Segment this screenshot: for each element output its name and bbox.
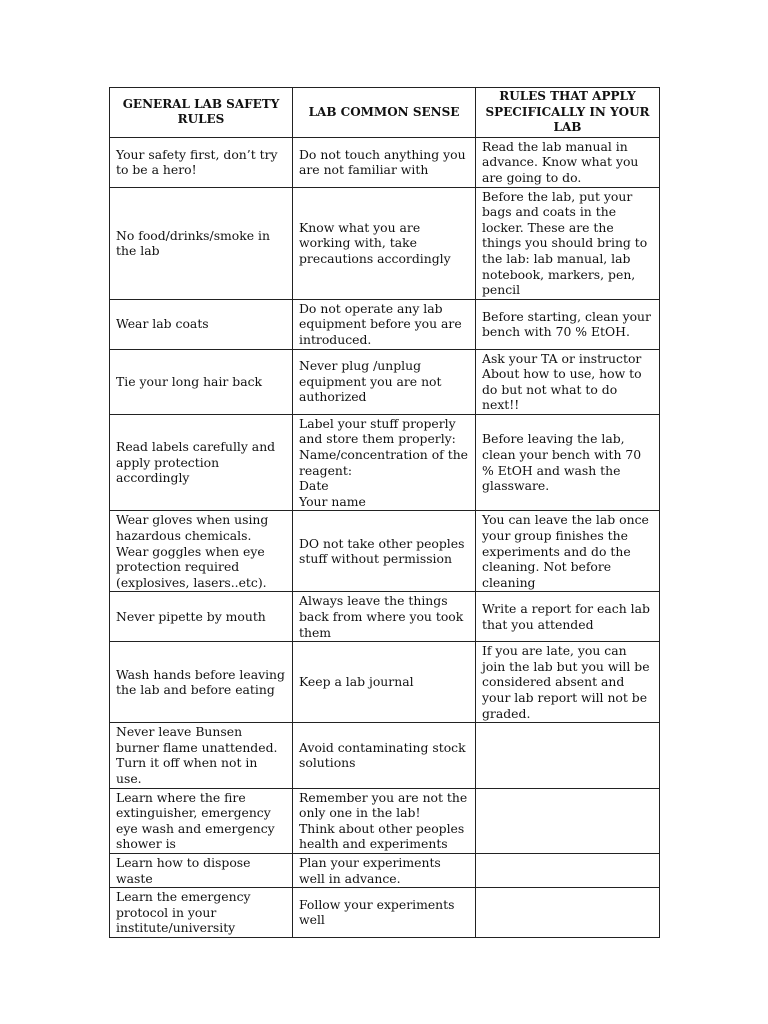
lab-specific-rule-cell: Write a report for each lab that you attended bbox=[476, 592, 660, 642]
lab-specific-rule-cell: Before leaving the lab, clean your bench with 70 % EtOH and wash the glassware. bbox=[476, 414, 660, 511]
common-sense-cell: Never plug /unplug equipment you are not authorized bbox=[293, 349, 476, 414]
table-row bbox=[110, 349, 660, 414]
general-rule-cell: Never leave Bunsen burner flame unattended. Turn it off when not in use. bbox=[110, 723, 293, 788]
table-row bbox=[110, 187, 660, 299]
common-sense-cell: Do not operate any lab equipment before you are introduced. bbox=[293, 299, 476, 349]
common-sense-cell: Avoid contaminating stock solutions bbox=[293, 723, 476, 788]
lab-specific-rule-cell: Before the lab, put your bags and coats in the locker. These are the things you should bring to the lab: lab manual, lab notebook, markers, pen, pencil bbox=[476, 187, 660, 299]
table-row bbox=[110, 888, 660, 938]
common-sense-cell: Keep a lab journal bbox=[293, 642, 476, 723]
general-rule-cell: Learn how to dispose waste bbox=[110, 853, 293, 887]
lab-specific-rule-cell bbox=[476, 788, 660, 853]
lab-safety-rules-table bbox=[109, 87, 660, 938]
table-row bbox=[110, 414, 660, 511]
table-row bbox=[110, 853, 660, 887]
lab-specific-rule-cell: Ask your TA or instructor About how to use, how to do but not what to do next!! bbox=[476, 349, 660, 414]
table-row bbox=[110, 642, 660, 723]
lab-specific-rule-cell: If you are late, you can join the lab but you will be considered absent and your lab report will not be graded. bbox=[476, 642, 660, 723]
common-sense-cell: Know what you are working with, take precautions accordingly bbox=[293, 187, 476, 299]
common-sense-cell: Label your stuff properly and store them properly: Name/concentration of the reagent: Date Your name bbox=[293, 414, 476, 511]
header-row bbox=[110, 88, 660, 138]
general-rule-cell: Learn the emergency protocol in your institute/university bbox=[110, 888, 293, 938]
lab-specific-rule-cell: You can leave the lab once your group finishes the experiments and do the cleaning. Not before cleaning bbox=[476, 511, 660, 592]
general-rule-cell: No food/drinks/smoke in the lab bbox=[110, 187, 293, 299]
table-row bbox=[110, 723, 660, 788]
common-sense-cell: Always leave the things back from where you took them bbox=[293, 592, 476, 642]
general-rule-cell: Tie your long hair back bbox=[110, 349, 293, 414]
table-row bbox=[110, 511, 660, 592]
table-row bbox=[110, 299, 660, 349]
lab-specific-rule-cell: Before starting, clean your bench with 70 % EtOH. bbox=[476, 299, 660, 349]
general-rule-cell: Never pipette by mouth bbox=[110, 592, 293, 642]
common-sense-cell: Follow your experiments well bbox=[293, 888, 476, 938]
general-rule-cell: Wear lab coats bbox=[110, 299, 293, 349]
table-row bbox=[110, 592, 660, 642]
general-rule-cell: Your safety first, don’t try to be a hero! bbox=[110, 137, 293, 187]
common-sense-cell: Remember you are not the only one in the lab! Think about other peoples health and experiments bbox=[293, 788, 476, 853]
lab-specific-rule-cell bbox=[476, 888, 660, 938]
table-row bbox=[110, 788, 660, 853]
lab-specific-rule-cell bbox=[476, 723, 660, 788]
general-rule-cell: Wash hands before leaving the lab and before eating bbox=[110, 642, 293, 723]
lab-specific-rule-cell bbox=[476, 853, 660, 887]
header-general-lab-safety-rules: GENERAL LAB SAFETY RULES bbox=[110, 88, 293, 138]
header-rules-specific-to-lab: RULES THAT APPLY SPECIFICALLY IN YOUR LAB bbox=[476, 88, 660, 138]
general-rule-cell: Read labels carefully and apply protection accordingly bbox=[110, 414, 293, 511]
common-sense-cell: Do not touch anything you are not familiar with bbox=[293, 137, 476, 187]
table-row bbox=[110, 137, 660, 187]
common-sense-cell: Plan your experiments well in advance. bbox=[293, 853, 476, 887]
common-sense-cell: DO not take other peoples stuff without permission bbox=[293, 511, 476, 592]
header-lab-common-sense: LAB COMMON SENSE bbox=[293, 88, 476, 138]
general-rule-cell: Wear gloves when using hazardous chemicals. Wear goggles when eye protection required (explosives, lasers..etc). bbox=[110, 511, 293, 592]
general-rule-cell: Learn where the fire extinguisher, emergency eye wash and emergency shower is bbox=[110, 788, 293, 853]
lab-specific-rule-cell: Read the lab manual in advance. Know what you are going to do. bbox=[476, 137, 660, 187]
